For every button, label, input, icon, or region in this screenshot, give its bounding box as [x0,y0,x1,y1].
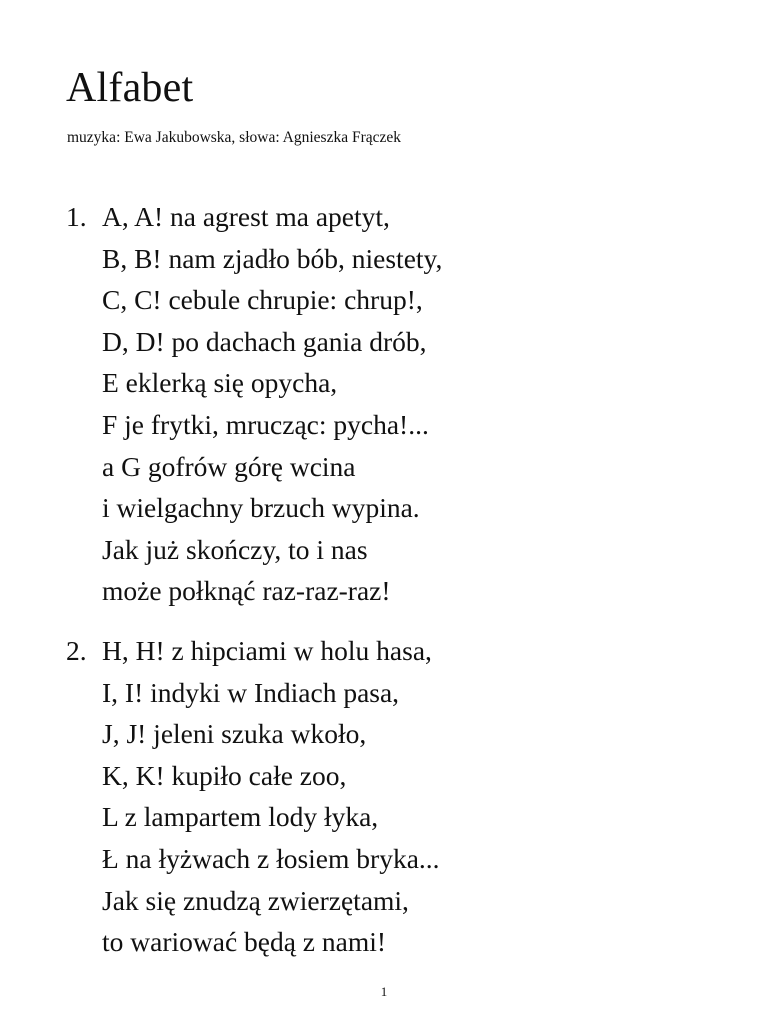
verse-line-text: Jak się znudzą zwierzętami, [102,884,409,916]
verse-1 [66,196,442,612]
verse-line-text: C, C! cebule chrupie: chrup!, [102,284,423,316]
verse-line [66,362,442,404]
verse-2 [66,630,440,963]
verse-line [66,404,442,446]
page-number: 1 [380,984,388,999]
verse-line-text: F je frytki, mrucząc: pycha!... [102,408,429,440]
verse-line [66,487,442,529]
verse-line [66,321,442,363]
verse-line-text: Jak już skończy, to i nas [102,533,368,565]
verse-line [66,630,440,672]
verse-line-text: to wariować będą z nami! [102,926,387,958]
verse-line-text: I, I! indyki w Indiach pasa, [102,676,400,708]
verse-line [66,713,440,755]
verse-line-text: i wielgachny brzuch wypina. [102,492,420,524]
verse-line-text: Ł na łyżwach z łosiem bryka... [102,842,440,874]
verse-line [66,755,440,797]
verse-number: 1. [66,201,87,232]
verse-line-text: H, H! z hipciami w holu hasa, [102,635,432,666]
song-title: Alfabet [66,65,194,111]
verse-line-text: K, K! kupiło całe zoo, [102,759,347,791]
song-credits: muzyka: Ewa Jakubowska, słowa: Agnieszka Frączek [67,129,402,146]
verse-line-text: J, J! jeleni szuka wkoło, [102,718,367,750]
verse-line [66,279,442,321]
verse-line-text: D, D! po dachach gania drób, [102,325,427,357]
verse-line-text: może połknąć raz-raz-raz! [102,575,391,607]
verse-line-text: L z lampartem lody łyka, [102,801,379,833]
verse-line-text: E eklerką się opycha, [102,367,338,399]
verse-line [66,529,442,571]
verse-line-text: a G gofrów górę wcina [102,450,356,482]
verse-line [66,196,442,238]
verse-line [66,838,440,880]
verse-line-text: A, A! na agrest ma apetyt, [102,201,390,232]
verse-line [66,672,440,714]
verse-line [66,880,440,922]
verse-line-text: B, B! nam zjadło bób, niestety, [102,242,443,274]
verse-line [66,238,442,280]
verse-line [66,796,440,838]
verse-line [66,446,442,488]
verse-number: 2. [66,635,87,666]
verse-line [66,921,440,963]
verse-line [66,570,442,612]
